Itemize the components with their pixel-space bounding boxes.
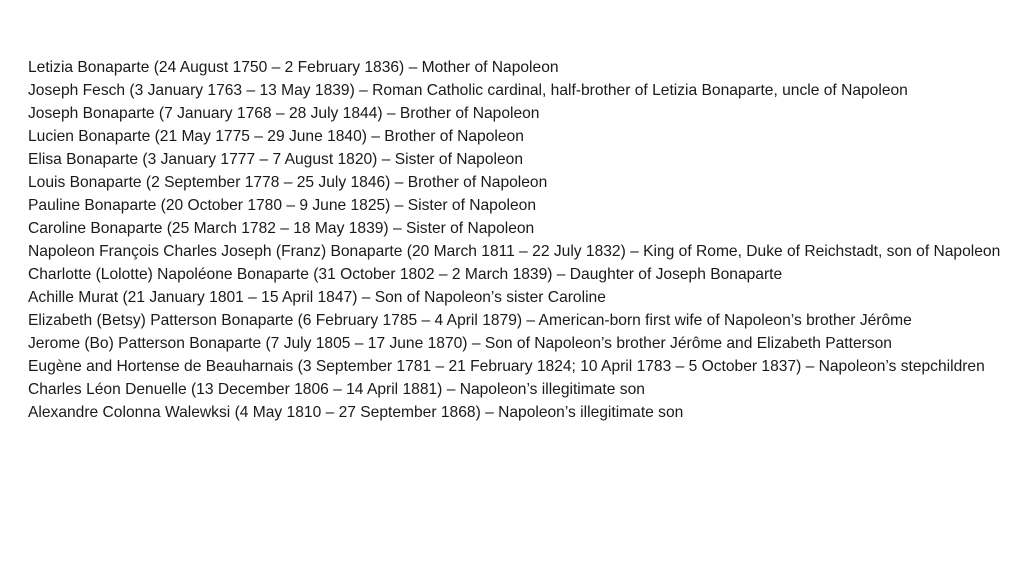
list-item: Pauline Bonaparte (20 October 1780 – 9 June 1825) – Sister of Napoleon xyxy=(28,197,537,214)
list-item: Joseph Bonaparte (7 January 1768 – 28 July 1844) – Brother of Napoleon xyxy=(28,105,540,122)
list-item: Joseph Fesch (3 January 1763 – 13 May 1839) – Roman Catholic cardinal, half-brother of Letizia Bonaparte, uncle of Napoleon xyxy=(28,82,908,99)
list-item: Jerome (Bo) Patterson Bonaparte (7 July 1805 – 17 June 1870) – Son of Napoleon’s brother Jérôme and Elizabeth Patterson xyxy=(28,335,892,352)
list-item: Elizabeth (Betsy) Patterson Bonaparte (6 February 1785 – 4 April 1879) – American-born first wife of Napoleon’s brother Jérôme xyxy=(28,312,912,329)
list-item: Lucien Bonaparte (21 May 1775 – 29 June 1840) – Brother of Napoleon xyxy=(28,128,524,145)
list-item: Napoleon François Charles Joseph (Franz) Bonaparte (20 March 1811 – 22 July 1832) – King of Rome, Duke of Reichstadt, son of Napoleon xyxy=(28,243,1001,260)
list-item: Letizia Bonaparte (24 August 1750 – 2 February 1836) – Mother of Napoleon xyxy=(28,59,559,76)
text-block xyxy=(28,56,1003,424)
list-item: Achille Murat (21 January 1801 – 15 April 1847) – Son of Napoleon’s sister Caroline xyxy=(28,289,606,306)
list-item: Alexandre Colonna Walewksi (4 May 1810 – 27 September 1868) – Napoleon’s illegitimate son xyxy=(28,404,684,421)
list-item: Charlotte (Lolotte) Napoléone Bonaparte (31 October 1802 – 2 March 1839) – Daughter of Joseph Bonaparte xyxy=(28,266,783,283)
list-item: Louis Bonaparte (2 September 1778 – 25 July 1846) – Brother of Napoleon xyxy=(28,174,548,191)
list-item: Elisa Bonaparte (3 January 1777 – 7 August 1820) – Sister of Napoleon xyxy=(28,151,523,168)
list-item: Charles Léon Denuelle (13 December 1806 – 14 April 1881) – Napoleon’s illegitimate son xyxy=(28,381,645,398)
list-item: Eugène and Hortense de Beauharnais (3 September 1781 – 21 February 1824; 10 April 1783 – 5 October 1837) – Napoleon’s stepchildren xyxy=(28,358,985,375)
list-item: Caroline Bonaparte (25 March 1782 – 18 May 1839) – Sister of Napoleon xyxy=(28,220,535,237)
